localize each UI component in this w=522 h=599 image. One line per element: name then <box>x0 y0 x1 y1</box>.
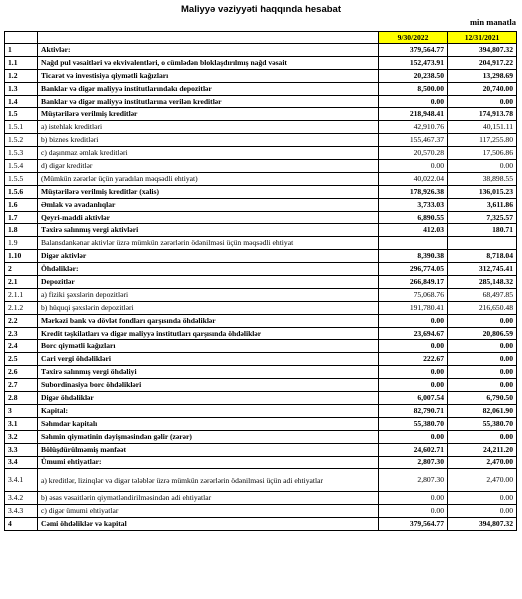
row-label: Qeyri-maddi aktivlər <box>38 211 379 224</box>
row-value-period-1: 20,570.28 <box>379 147 448 160</box>
table-row <box>5 443 517 456</box>
row-label: Səhmdar kapitalı <box>38 417 379 430</box>
row-value-period-1: 0.00 <box>379 379 448 392</box>
row-value-period-2: 0.00 <box>448 505 517 518</box>
row-label: Kapital: <box>38 404 379 417</box>
row-value-period-2: 24,211.20 <box>448 443 517 456</box>
row-code: 1.5 <box>5 108 38 121</box>
table-row <box>5 469 517 492</box>
table-row <box>5 172 517 185</box>
row-value-period-2: 2,470.00 <box>448 456 517 469</box>
table-row <box>5 198 517 211</box>
table-row <box>5 276 517 289</box>
row-value-period-1: 2,807.30 <box>379 469 448 492</box>
row-value-period-1: 6,890.55 <box>379 211 448 224</box>
row-label: d) digər kreditlər <box>38 160 379 173</box>
table-row <box>5 44 517 57</box>
row-value-period-1: 0.00 <box>379 366 448 379</box>
row-value-period-2: 38,898.55 <box>448 172 517 185</box>
row-label: Balansdankənar aktivlər üzrə mümkün zərərlərin ödənilməsi üçün məqsədli ehtiyat <box>38 237 379 250</box>
row-label: b) hüquqi şəxslərin depozitləri <box>38 301 379 314</box>
table-row <box>5 56 517 69</box>
row-code: 3.4.3 <box>5 505 38 518</box>
row-code: 2.8 <box>5 392 38 405</box>
row-label: Mərkəzi bank və dövlət fondları qarşısında öhdəliklər <box>38 314 379 327</box>
table-row <box>5 82 517 95</box>
row-code: 3.2 <box>5 430 38 443</box>
row-code: 1.5.3 <box>5 147 38 160</box>
row-value-period-1: 0.00 <box>379 492 448 505</box>
row-code: 1.7 <box>5 211 38 224</box>
row-value-period-1: 218,948.41 <box>379 108 448 121</box>
row-value-period-1: 222.67 <box>379 353 448 366</box>
column-header-date-2: 12/31/2021 <box>448 32 517 44</box>
row-value-period-1: 412.03 <box>379 224 448 237</box>
row-value-period-1: 178,926.38 <box>379 185 448 198</box>
row-label: Təxirə salınmış vergi öhdəliyi <box>38 366 379 379</box>
row-value-period-1: 42,910.76 <box>379 121 448 134</box>
row-label: Əmlak və avadanlıqlar <box>38 198 379 211</box>
row-value-period-1: 55,380.70 <box>379 417 448 430</box>
row-code: 1.8 <box>5 224 38 237</box>
unit-label: min manatla <box>469 17 516 27</box>
row-label: b) biznes kreditləri <box>38 134 379 147</box>
row-value-period-2: 0.00 <box>448 160 517 173</box>
column-header-date-1: 9/30/2022 <box>379 32 448 44</box>
row-value-period-2: 0.00 <box>448 430 517 443</box>
row-value-period-2: 136,015.23 <box>448 185 517 198</box>
row-value-period-1 <box>379 237 448 250</box>
table-row <box>5 379 517 392</box>
table-row <box>5 69 517 82</box>
table-row <box>5 366 517 379</box>
row-value-period-1: 0.00 <box>379 95 448 108</box>
table-row <box>5 185 517 198</box>
table-row <box>5 353 517 366</box>
row-value-period-2: 0.00 <box>448 353 517 366</box>
row-value-period-2: 2,470.00 <box>448 469 517 492</box>
table-row <box>5 327 517 340</box>
row-code: 1.1 <box>5 56 38 69</box>
row-code: 3.4.2 <box>5 492 38 505</box>
row-value-period-1: 3,733.03 <box>379 198 448 211</box>
row-value-period-2: 0.00 <box>448 340 517 353</box>
row-label: Cəmi öhdəliklər və kapital <box>38 518 379 531</box>
row-value-period-1: 191,780.41 <box>379 301 448 314</box>
row-value-period-1: 152,473.91 <box>379 56 448 69</box>
row-code: 1.5.2 <box>5 134 38 147</box>
row-value-period-1: 23,694.67 <box>379 327 448 340</box>
row-value-period-2: 117,255.80 <box>448 134 517 147</box>
row-code: 1.3 <box>5 82 38 95</box>
row-value-period-2: 8,718.04 <box>448 250 517 263</box>
row-value-period-1: 2,807.30 <box>379 456 448 469</box>
row-code: 1 <box>5 44 38 57</box>
row-value-period-2: 0.00 <box>448 379 517 392</box>
row-label: Ticarət və investisiya qiymətli kağızları <box>38 69 379 82</box>
row-code: 2 <box>5 263 38 276</box>
row-label: Borc qiymətli kağızları <box>38 340 379 353</box>
row-label: Digər aktivlər <box>38 250 379 263</box>
row-value-period-2: 216,650.48 <box>448 301 517 314</box>
row-label: Müştərilərə verilmiş kreditlər (xalis) <box>38 185 379 198</box>
row-value-period-2: 55,380.70 <box>448 417 517 430</box>
table-row <box>5 134 517 147</box>
row-code: 3 <box>5 404 38 417</box>
row-value-period-1: 0.00 <box>379 340 448 353</box>
row-code: 2.1 <box>5 276 38 289</box>
row-value-period-2: 13,298.69 <box>448 69 517 82</box>
row-value-period-2: 0.00 <box>448 366 517 379</box>
table-row <box>5 392 517 405</box>
header-code-cell <box>5 32 38 44</box>
row-value-period-2: 20,740.00 <box>448 82 517 95</box>
row-value-period-2: 7,325.57 <box>448 211 517 224</box>
row-value-period-2: 0.00 <box>448 492 517 505</box>
row-code: 1.5.1 <box>5 121 38 134</box>
row-label: Banklar və digər maliyyə institutlarına verilən kreditlər <box>38 95 379 108</box>
row-value-period-2 <box>448 237 517 250</box>
row-value-period-1: 24,602.71 <box>379 443 448 456</box>
row-value-period-2: 20,806.59 <box>448 327 517 340</box>
row-code: 3.4.1 <box>5 469 38 492</box>
row-code: 1.10 <box>5 250 38 263</box>
row-value-period-1: 0.00 <box>379 505 448 518</box>
row-code: 2.4 <box>5 340 38 353</box>
row-label: a) istehlak kreditləri <box>38 121 379 134</box>
row-code: 2.1.1 <box>5 288 38 301</box>
table-row <box>5 301 517 314</box>
row-value-period-2: 6,790.50 <box>448 392 517 405</box>
table-header-row <box>5 32 517 44</box>
table-row <box>5 404 517 417</box>
row-value-period-1: 379,564.77 <box>379 44 448 57</box>
row-label: b) əsas vəsaitlərin qiymətləndirilməsindən adi ehtiyatlar <box>38 492 379 505</box>
row-value-period-1: 155,467.37 <box>379 134 448 147</box>
row-value-period-1: 0.00 <box>379 430 448 443</box>
row-value-period-1: 0.00 <box>379 160 448 173</box>
row-value-period-1: 82,790.71 <box>379 404 448 417</box>
table-row <box>5 95 517 108</box>
row-code: 2.7 <box>5 379 38 392</box>
table-row <box>5 147 517 160</box>
row-label: a) fiziki şəxslərin depozitləri <box>38 288 379 301</box>
row-value-period-2: 40,151.11 <box>448 121 517 134</box>
row-value-period-1: 296,774.05 <box>379 263 448 276</box>
row-value-period-1: 20,238.50 <box>379 69 448 82</box>
row-value-period-2: 285,148.32 <box>448 276 517 289</box>
row-code: 1.4 <box>5 95 38 108</box>
row-code: 3.1 <box>5 417 38 430</box>
table-row <box>5 430 517 443</box>
row-label: Digər öhdəliklər <box>38 392 379 405</box>
row-value-period-1: 6,007.54 <box>379 392 448 405</box>
row-label: Təxirə salınmış vergi aktivləri <box>38 224 379 237</box>
table-row <box>5 160 517 173</box>
row-label: a) kreditlər, lizinqlər və digər tələblər üzrə mümkün zərərlərin ödənilməsi üçün adi ehtiyatlar <box>38 469 379 492</box>
row-code: 2.1.2 <box>5 301 38 314</box>
row-value-period-2: 0.00 <box>448 314 517 327</box>
table-row <box>5 211 517 224</box>
table-row <box>5 121 517 134</box>
row-value-period-1: 8,390.38 <box>379 250 448 263</box>
row-code: 1.6 <box>5 198 38 211</box>
row-value-period-1: 379,564.77 <box>379 518 448 531</box>
header-name-cell <box>38 32 379 44</box>
table-row <box>5 237 517 250</box>
row-value-period-2: 3,611.86 <box>448 198 517 211</box>
row-code: 1.5.5 <box>5 172 38 185</box>
table-row <box>5 417 517 430</box>
row-code: 1.9 <box>5 237 38 250</box>
table-row <box>5 224 517 237</box>
row-value-period-2: 68,497.85 <box>448 288 517 301</box>
row-code: 1.5.4 <box>5 160 38 173</box>
row-code: 1.5.6 <box>5 185 38 198</box>
row-value-period-1: 8,500.00 <box>379 82 448 95</box>
row-code: 4 <box>5 518 38 531</box>
table-row <box>5 314 517 327</box>
row-label: c) digər ümumi ehtiyatlar <box>38 505 379 518</box>
row-label: Cari vergi öhdəlikləri <box>38 353 379 366</box>
table-row <box>5 250 517 263</box>
table-row <box>5 263 517 276</box>
report-title: Maliyyə vəziyyəti haqqında hesabat <box>181 4 341 15</box>
row-label: Kredit təşkilatları və digər maliyyə institutları qarşısında öhdəliklər <box>38 327 379 340</box>
row-value-period-2: 312,745.41 <box>448 263 517 276</box>
balance-sheet-table <box>4 31 517 531</box>
row-value-period-1: 266,849.17 <box>379 276 448 289</box>
row-code: 2.5 <box>5 353 38 366</box>
table-row <box>5 108 517 121</box>
table-row <box>5 518 517 531</box>
row-value-period-1: 0.00 <box>379 314 448 327</box>
row-value-period-2: 204,917.22 <box>448 56 517 69</box>
row-label: Müştərilərə verilmiş kreditlər <box>38 108 379 121</box>
table-row <box>5 288 517 301</box>
table-row <box>5 340 517 353</box>
table-row <box>5 456 517 469</box>
row-code: 1.2 <box>5 69 38 82</box>
row-label: (Mümkün zərərlər üçün yaradılan məqsədli ehtiyat) <box>38 172 379 185</box>
row-code: 3.3 <box>5 443 38 456</box>
row-value-period-2: 174,913.78 <box>448 108 517 121</box>
row-value-period-1: 40,022.04 <box>379 172 448 185</box>
row-code: 2.6 <box>5 366 38 379</box>
row-label: Öhdəliklər: <box>38 263 379 276</box>
row-label: Aktivlər: <box>38 44 379 57</box>
row-code: 2.3 <box>5 327 38 340</box>
table-row <box>5 505 517 518</box>
row-value-period-1: 75,068.76 <box>379 288 448 301</box>
row-label: Depozitlər <box>38 276 379 289</box>
table-row <box>5 492 517 505</box>
row-value-period-2: 394,807.32 <box>448 518 517 531</box>
row-code: 3.4 <box>5 456 38 469</box>
row-value-period-2: 82,061.90 <box>448 404 517 417</box>
row-code: 2.2 <box>5 314 38 327</box>
row-label: Banklar və digər maliyyə institutlarındakı depozitlər <box>38 82 379 95</box>
row-label: Səhmin qiymətinin dəyişməsindən gəlir (zərər) <box>38 430 379 443</box>
row-value-period-2: 0.00 <box>448 95 517 108</box>
row-label: Ümumi ehtiyatlar: <box>38 456 379 469</box>
row-value-period-2: 17,506.86 <box>448 147 517 160</box>
row-value-period-2: 180.71 <box>448 224 517 237</box>
row-label: Nağd pul vəsaitləri və ekvivalentləri, o cümlədən bloklaşdırılmış nağd vəsait <box>38 56 379 69</box>
row-value-period-2: 394,807.32 <box>448 44 517 57</box>
row-label: Subordinasiya borc öhdəlikləri <box>38 379 379 392</box>
row-label: c) daşınmaz əmlak kreditləri <box>38 147 379 160</box>
row-label: Bölüşdürülməmiş mənfəət <box>38 443 379 456</box>
